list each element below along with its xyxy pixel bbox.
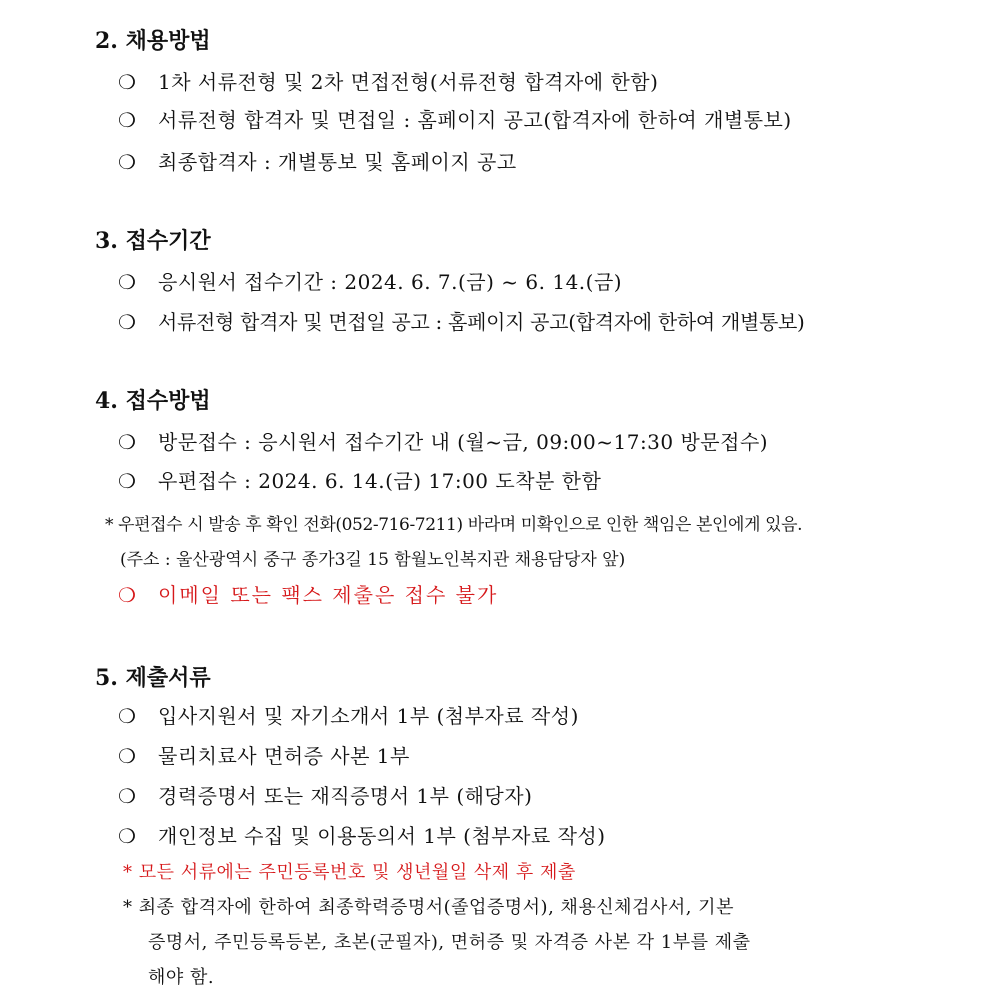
list-item xyxy=(118,465,601,494)
section-heading-application-method: 4. 접수방법 xyxy=(95,388,211,414)
list-item-text: 개인정보 수집 및 이용동의서 1부 (첨부자료 작성) xyxy=(158,824,606,848)
list-item xyxy=(118,426,768,455)
list-item-text: 최종합격자 : 개별통보 및 홈페이지 공고 xyxy=(158,150,517,174)
circle-bullet-icon: ❍ xyxy=(118,784,137,808)
list-item xyxy=(118,104,792,133)
mail-note: * 우편접수 시 발송 후 확인 전화(052-716-7211) 바라며 미확인으로 인한 책임은 본인에게 있음. xyxy=(105,515,803,535)
circle-bullet-icon: ❍ xyxy=(118,824,137,848)
warning-item xyxy=(118,579,498,608)
final-note-line-1: * 최종 합격자에 한하여 최종학력증명서(졸업증명서), 채용신체검사서, 기본 xyxy=(123,897,734,918)
circle-bullet-icon: ❍ xyxy=(118,704,137,728)
list-item xyxy=(118,306,805,335)
circle-bullet-icon: ❍ xyxy=(118,108,137,132)
circle-bullet-icon: ❍ xyxy=(118,310,136,334)
circle-bullet-icon: ❍ xyxy=(118,150,137,174)
circle-bullet-icon: ❍ xyxy=(118,70,137,94)
list-item xyxy=(118,146,517,175)
list-item xyxy=(118,740,410,769)
list-item-text: 경력증명서 또는 재직증명서 1부 (해당자) xyxy=(158,784,533,808)
circle-bullet-icon: ❍ xyxy=(118,270,137,294)
list-item-text: 서류전형 합격자 및 면접일 공고 : 홈페이지 공고(합격자에 한하여 개별통보) xyxy=(158,310,805,334)
circle-bullet-icon: ❍ xyxy=(118,744,137,768)
list-item-text: 응시원서 접수기간 : 2024. 6. 7.(금) ~ 6. 14.(금) xyxy=(158,270,623,294)
final-note-line-3: 해야 함. xyxy=(148,967,215,988)
warning-text: 이메일 또는 팩스 제출은 접수 불가 xyxy=(158,583,499,607)
section-heading-recruitment-method: 2. 채용방법 xyxy=(95,28,211,54)
list-item-text: 방문접수 : 응시원서 접수기간 내 (월~금, 09:00~17:30 방문접수) xyxy=(158,430,769,454)
list-item xyxy=(118,266,622,295)
list-item-text: 물리치료사 면허증 사본 1부 xyxy=(158,744,410,768)
list-item-text: 1차 서류전형 및 2차 면접전형(서류전형 합격자에 한함) xyxy=(158,70,659,94)
list-item xyxy=(118,700,579,729)
red-note: * 모든 서류에는 주민등록번호 및 생년월일 삭제 후 제출 xyxy=(123,862,576,883)
list-item-text: 우편접수 : 2024. 6. 14.(금) 17:00 도착분 한함 xyxy=(158,469,602,493)
circle-bullet-icon: ❍ xyxy=(118,430,137,454)
section-heading-required-documents: 5. 제출서류 xyxy=(95,665,211,691)
list-item-text: 서류전형 합격자 및 면접일 : 홈페이지 공고(합격자에 한하여 개별통보) xyxy=(158,108,792,132)
final-note-line-2: 증명서, 주민등록등본, 초본(군필자), 면허증 및 자격증 사본 각 1부를 제출 xyxy=(148,932,751,953)
list-item xyxy=(118,66,658,95)
list-item-text: 입사지원서 및 자기소개서 1부 (첨부자료 작성) xyxy=(158,704,579,728)
address-note: (주소 : 울산광역시 중구 종가3길 15 함월노인복지관 채용담당자 앞) xyxy=(120,550,626,570)
section-heading-application-period: 3. 접수기간 xyxy=(95,228,211,254)
list-item xyxy=(118,820,606,849)
list-item xyxy=(118,780,532,809)
circle-bullet-icon: ❍ xyxy=(118,469,137,493)
circle-bullet-icon: ❍ xyxy=(118,583,138,607)
